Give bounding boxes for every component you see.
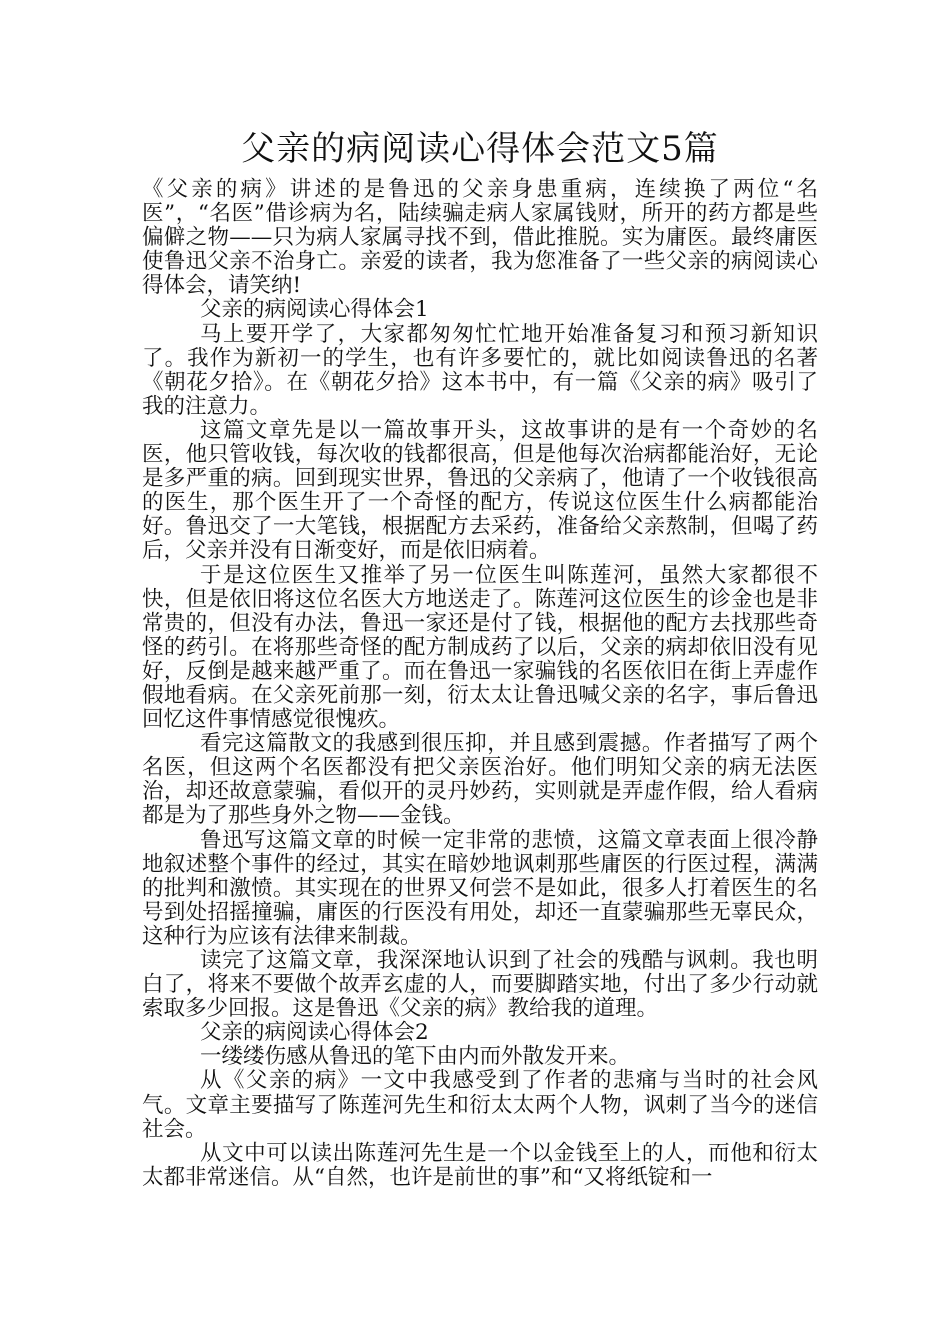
document-page <box>142 126 818 1190</box>
paragraph: 从文中可以读出陈莲河先生是一个以金钱至上的人，而他和衍太太都非常迷信。从“自然，也许是前世的事”和“又将纸锭和一 <box>142 1140 818 1190</box>
paragraph: 马上要开学了，大家都匆匆忙忙地开始准备复习和预习新知识了。我作为新初一的学生，也有许多要忙的，就比如阅读鲁迅的名著《朝花夕拾》。在《朝花夕拾》这本书中，有一篇《父亲的病》吸引了我的注意力。 <box>142 321 818 419</box>
paragraph: 这篇文章先是以一篇故事开头，这故事讲的是有一个奇妙的名医，他只管收钱，每次收的钱都很高，但是他每次治病都能治好，无论是多严重的病。回到现实世界，鲁迅的父亲病了，他请了一个收钱很高的医生，那个医生开了一个奇怪的配方，传说这位医生什么病都能治好。鲁迅交了一大笔钱，根据配方去采药，准备给父亲熬制，但喝了药后，父亲并没有日渐变好，而是依旧病着。 <box>142 417 818 564</box>
document-title: 父亲的病阅读心得体会范文5篇 <box>241 129 719 169</box>
intro-paragraph: 《父亲的病》讲述的是鲁迅的父亲身患重病，连续换了两位“名医”，“名医”借诊病为名，陆续骗走病人家属钱财，所开的药方都是些偏僻之物——只为病人家属寻找不到，借此推脱。实为庸医。最终庸医使鲁迅父亲不治身亡。亲爱的读者，我为您准备了一些父亲的病阅读心得体会，请笑纳! <box>142 177 818 299</box>
section-heading-2: 父亲的病阅读心得体会2 <box>200 1020 429 1046</box>
paragraph: 于是这位医生又推举了另一位医生叫陈莲河，虽然大家都很不快，但是依旧将这位名医大方地送走了。陈莲河这位医生的诊金也是非常贵的，但没有办法，鲁迅一家还是付了钱，根据他的配方去找那些奇怪的药引。在将那些奇怪的配方制成药了以后，父亲的病却依旧没有见好，反倒是越来越严重了。而在鲁迅一家骗钱的名医依旧在街上弄虚作假地看病。在父亲死前那一刻，衍太太让鲁迅喊父亲的名字，事后鲁迅回忆这件事情感觉很愧疚。 <box>142 562 818 733</box>
section-heading-1: 父亲的病阅读心得体会1 <box>200 297 429 323</box>
paragraph: 看完这篇散文的我感到很压抑，并且感到震撼。作者描写了两个名医，但这两个名医都没有把父亲医治好。他们明知父亲的病无法医治，却还故意蒙骗，看似开的灵丹妙药，实则就是弄虚作假，给人看病都是为了那些身外之物——金钱。 <box>142 731 818 829</box>
paragraph: 一缕缕伤感从鲁迅的笔下由内而外散发开来。 <box>200 1044 631 1070</box>
paragraph: 从《父亲的病》一文中我感受到了作者的悲痛与当时的社会风气。文章主要描写了陈莲河先生和衍太太两个人物，讽刺了当今的迷信社会。 <box>142 1068 818 1142</box>
paragraph: 鲁迅写这篇文章的时候一定非常的悲愤，这篇文章表面上很冷静地叙述整个事件的经过，其实在暗妙地讽刺那些庸医的行医过程，满满的批判和激愤。其实现在的世界又何尝不是如此，很多人打着医生的名号到处招摇撞骗，庸医的行医没有用处，却还一直蒙骗那些无辜民众，这种行为应该有法律来制裁。 <box>142 827 818 949</box>
paragraph: 读完了这篇文章，我深深地认识到了社会的残酷与讽刺。我也明白了，将来不要做个故弄玄虚的人，而要脚踏实地，付出了多少行动就索取多少回报。这是鲁迅《父亲的病》教给我的道理。 <box>142 948 818 1022</box>
